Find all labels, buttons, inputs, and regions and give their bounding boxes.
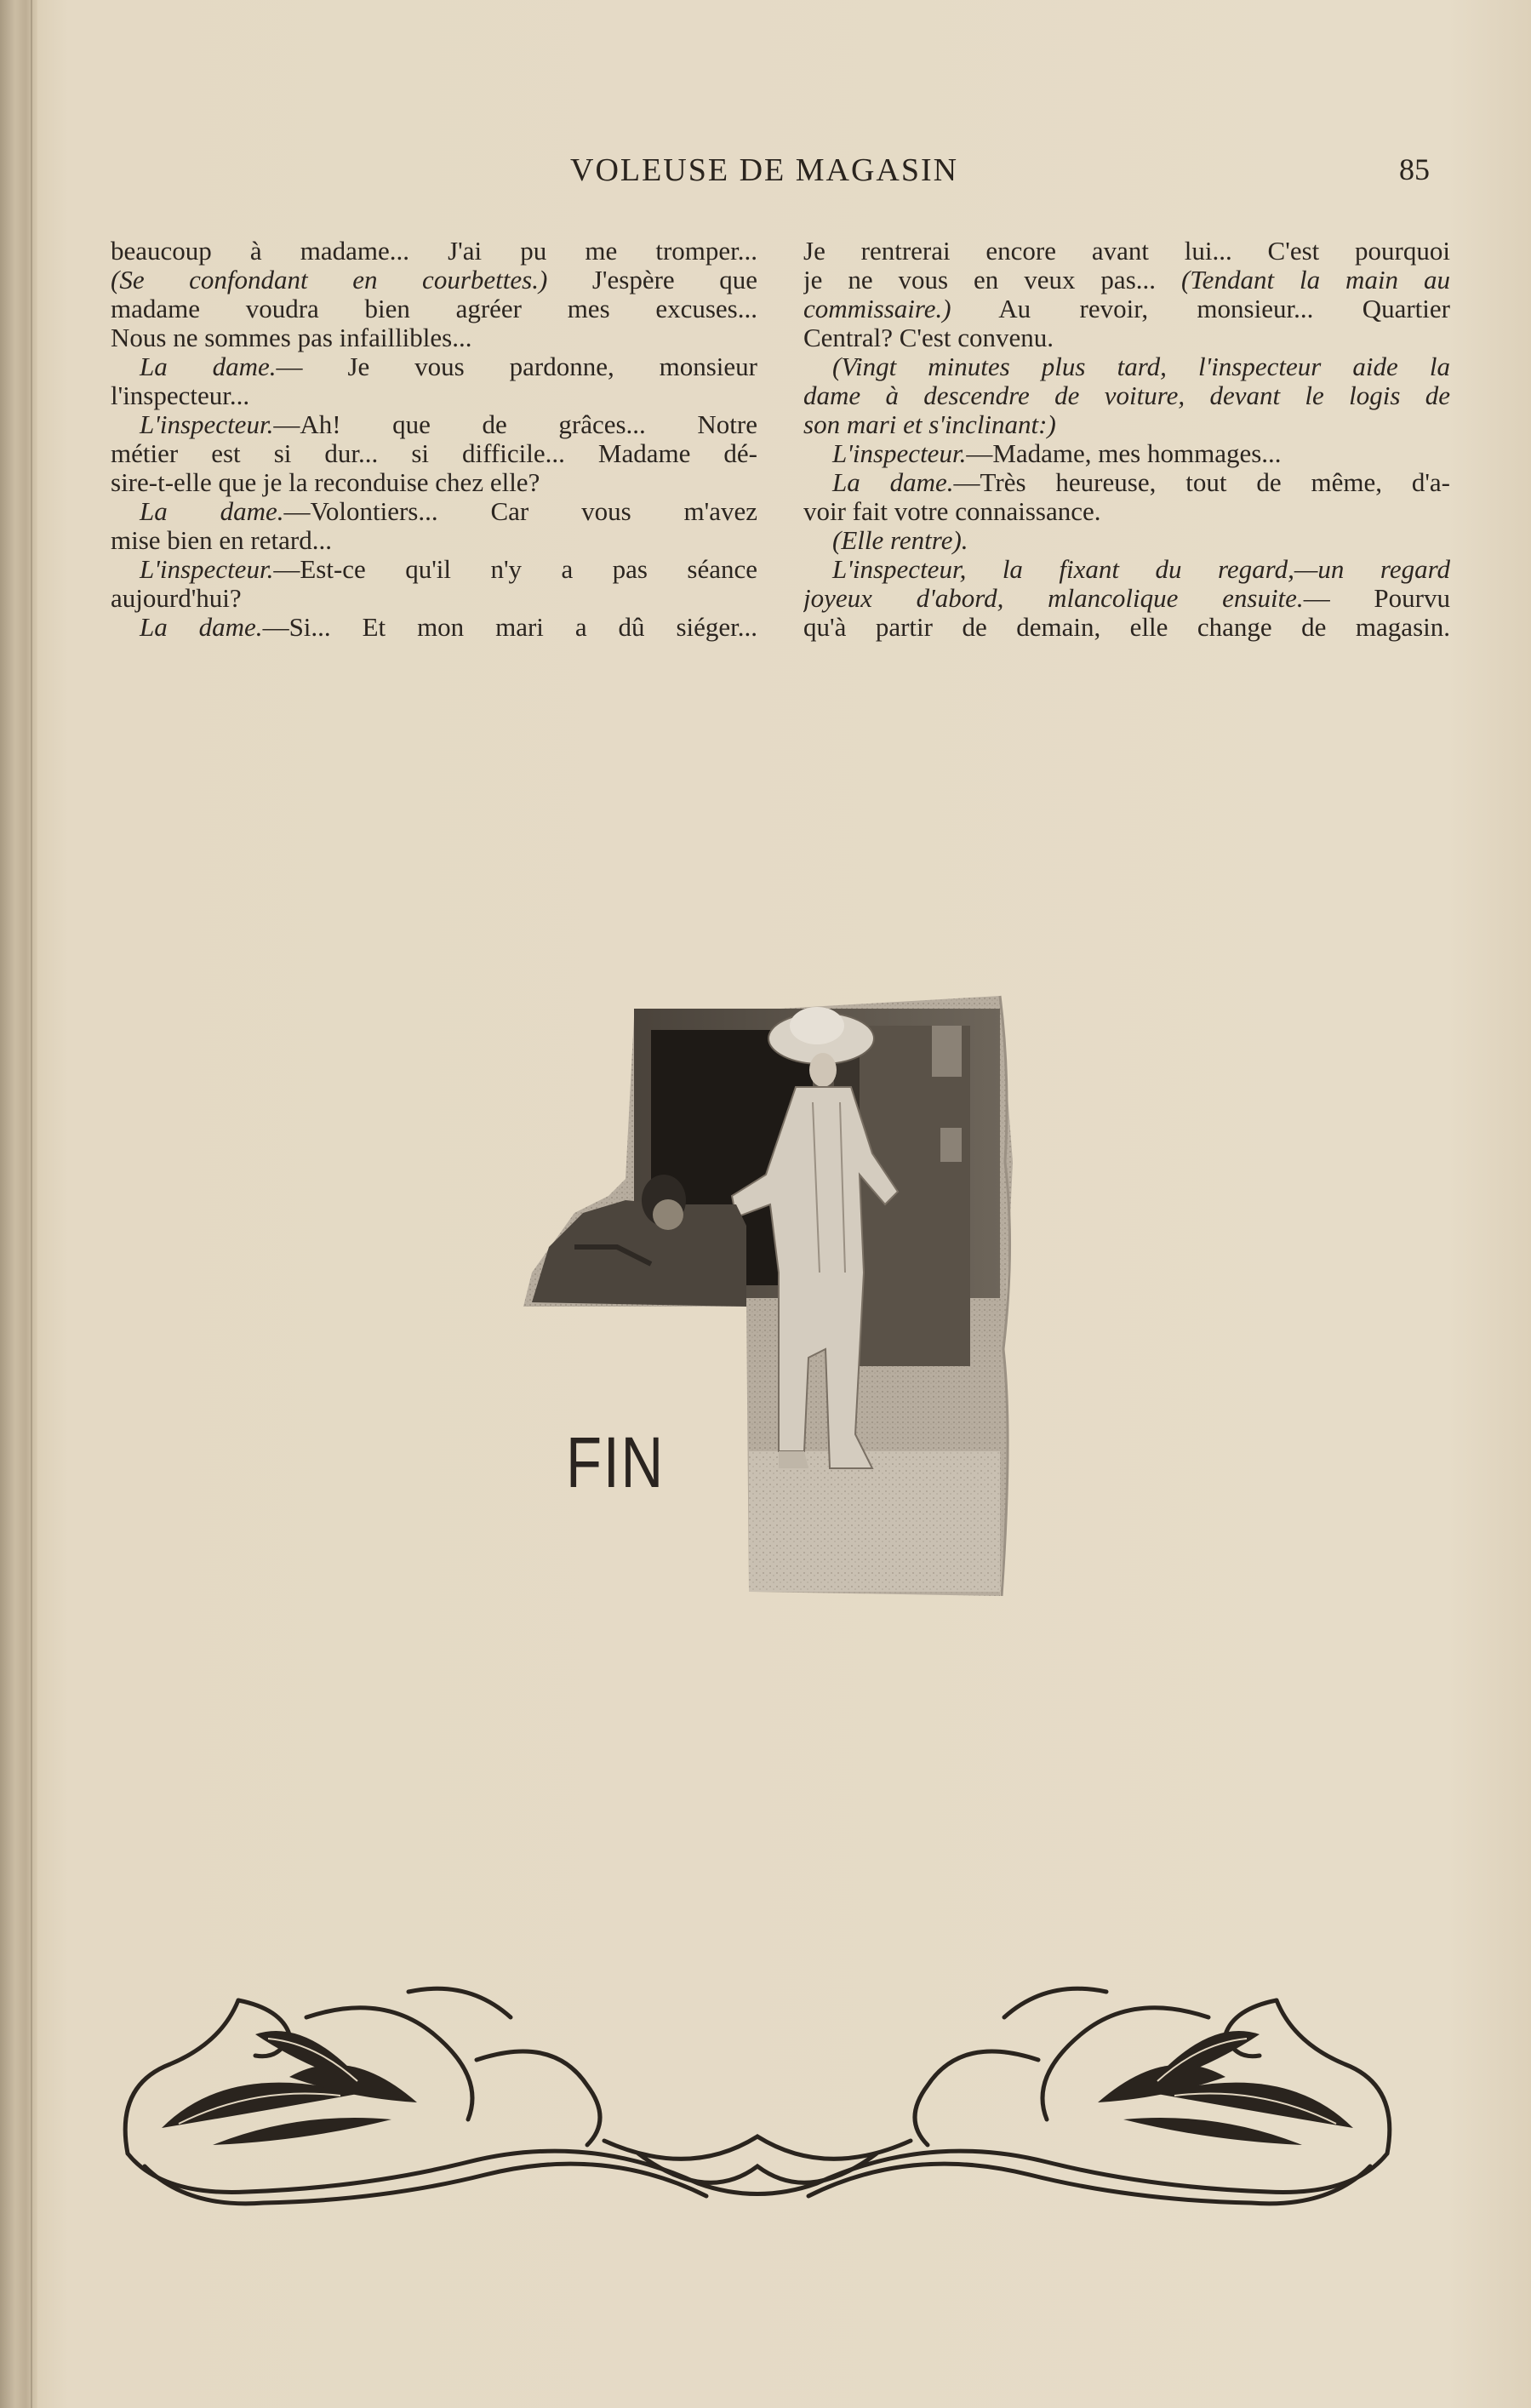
text-line [803, 410, 1450, 439]
italic-text: La dame. [140, 497, 284, 526]
floral-ornament [111, 1983, 1404, 2222]
body-text: — Je vous pardonne, monsieur [276, 352, 757, 381]
body-text: l'inspecteur... [111, 381, 250, 410]
text-line [803, 497, 1450, 526]
text-line [803, 584, 1450, 613]
body-text: Central? C'est convenu. [803, 323, 1054, 352]
body-text: qu'à partir de demain, elle change de magasin. [803, 613, 1450, 642]
text-line [803, 439, 1450, 468]
text-line [111, 410, 757, 439]
text-line [803, 323, 1450, 352]
italic-text: (Tendant la main au [1180, 266, 1450, 295]
body-text: J'espère que [547, 266, 757, 295]
end-mark: FIN [566, 1422, 665, 1502]
text-line [111, 352, 757, 381]
text-line [803, 468, 1450, 497]
text-line [111, 613, 757, 642]
text-line [111, 555, 757, 584]
text-line [111, 468, 757, 497]
body-text: sire-t-elle que je la reconduise chez elle? [111, 468, 540, 497]
body-text: —Est-ce qu'il n'y a pas séance [273, 555, 757, 584]
body-text: métier est si dur... si difficile... Madame dé- [111, 439, 757, 468]
body-text: je ne vous en veux pas... [803, 266, 1181, 295]
italic-text: La dame. [140, 613, 263, 642]
italic-text: (Elle rentre). [832, 526, 968, 555]
italic-text: dame à descendre de voiture, devant le logis de [803, 381, 1450, 410]
text-column-right [803, 237, 1450, 642]
text-line [111, 323, 757, 352]
text-line [803, 295, 1450, 323]
body-text: —Si... Et mon mari a dû siéger... [262, 613, 757, 642]
body-text: — Pourvu [1303, 584, 1450, 613]
italic-text: L'inspecteur, la fixant du regard,—un regard [832, 555, 1450, 584]
body-text: Nous ne sommes pas infaillibles... [111, 323, 472, 352]
body-text: —Très heureuse, tout de même, d'a- [953, 468, 1450, 497]
body-text: Au revoir, monsieur... Quartier [951, 295, 1450, 323]
text-line [803, 526, 1450, 555]
body-text: voir fait votre connaissance. [803, 497, 1101, 526]
italic-text: L'inspecteur. [832, 439, 967, 468]
text-line [111, 497, 757, 526]
text-line [803, 352, 1450, 381]
text-line [803, 555, 1450, 584]
text-line [111, 381, 757, 410]
italic-text: joyeux d'abord, mlancolique ensuite. [803, 584, 1304, 613]
text-line [803, 613, 1450, 642]
text-line [111, 237, 757, 266]
italic-text: son mari et s'inclinant:) [803, 410, 1056, 439]
text-line [803, 237, 1450, 266]
body-text: Je rentrerai encore avant lui... C'est pourquoi [803, 237, 1450, 266]
spine-edge [31, 0, 32, 2408]
italic-text: (Vingt minutes plus tard, l'inspecteur aide la [832, 352, 1450, 381]
carriage-illustration [523, 992, 1013, 1596]
body-text: beaucoup à madame... J'ai pu me tromper... [111, 237, 757, 266]
italic-text: La dame. [140, 352, 277, 381]
text-line [803, 266, 1450, 295]
body-text: —Volontiers... Car vous m'avez [283, 497, 757, 526]
italic-text: commissaire.) [803, 295, 951, 323]
body-text: —Madame, mes hommages... [966, 439, 1282, 468]
text-line [111, 584, 757, 613]
text-line [803, 381, 1450, 410]
text-line [111, 295, 757, 323]
text-line [111, 526, 757, 555]
running-title: VOLEUSE DE MAGASIN [570, 152, 959, 188]
body-text: aujourd'hui? [111, 584, 242, 613]
text-column-left [111, 237, 757, 642]
running-head [111, 152, 1430, 194]
body-text: mise bien en retard... [111, 526, 332, 555]
italic-text: L'inspecteur. [140, 410, 274, 439]
page-number: 85 [1399, 152, 1430, 186]
italic-text: (Se confondant en courbettes.) [111, 266, 548, 295]
body-text: madame voudra bien agréer mes excuses... [111, 295, 757, 323]
body-text: —Ah! que de grâces... Notre [273, 410, 757, 439]
text-line [111, 266, 757, 295]
text-line [111, 439, 757, 468]
italic-text: La dame. [832, 468, 954, 497]
italic-text: L'inspecteur. [140, 555, 274, 584]
